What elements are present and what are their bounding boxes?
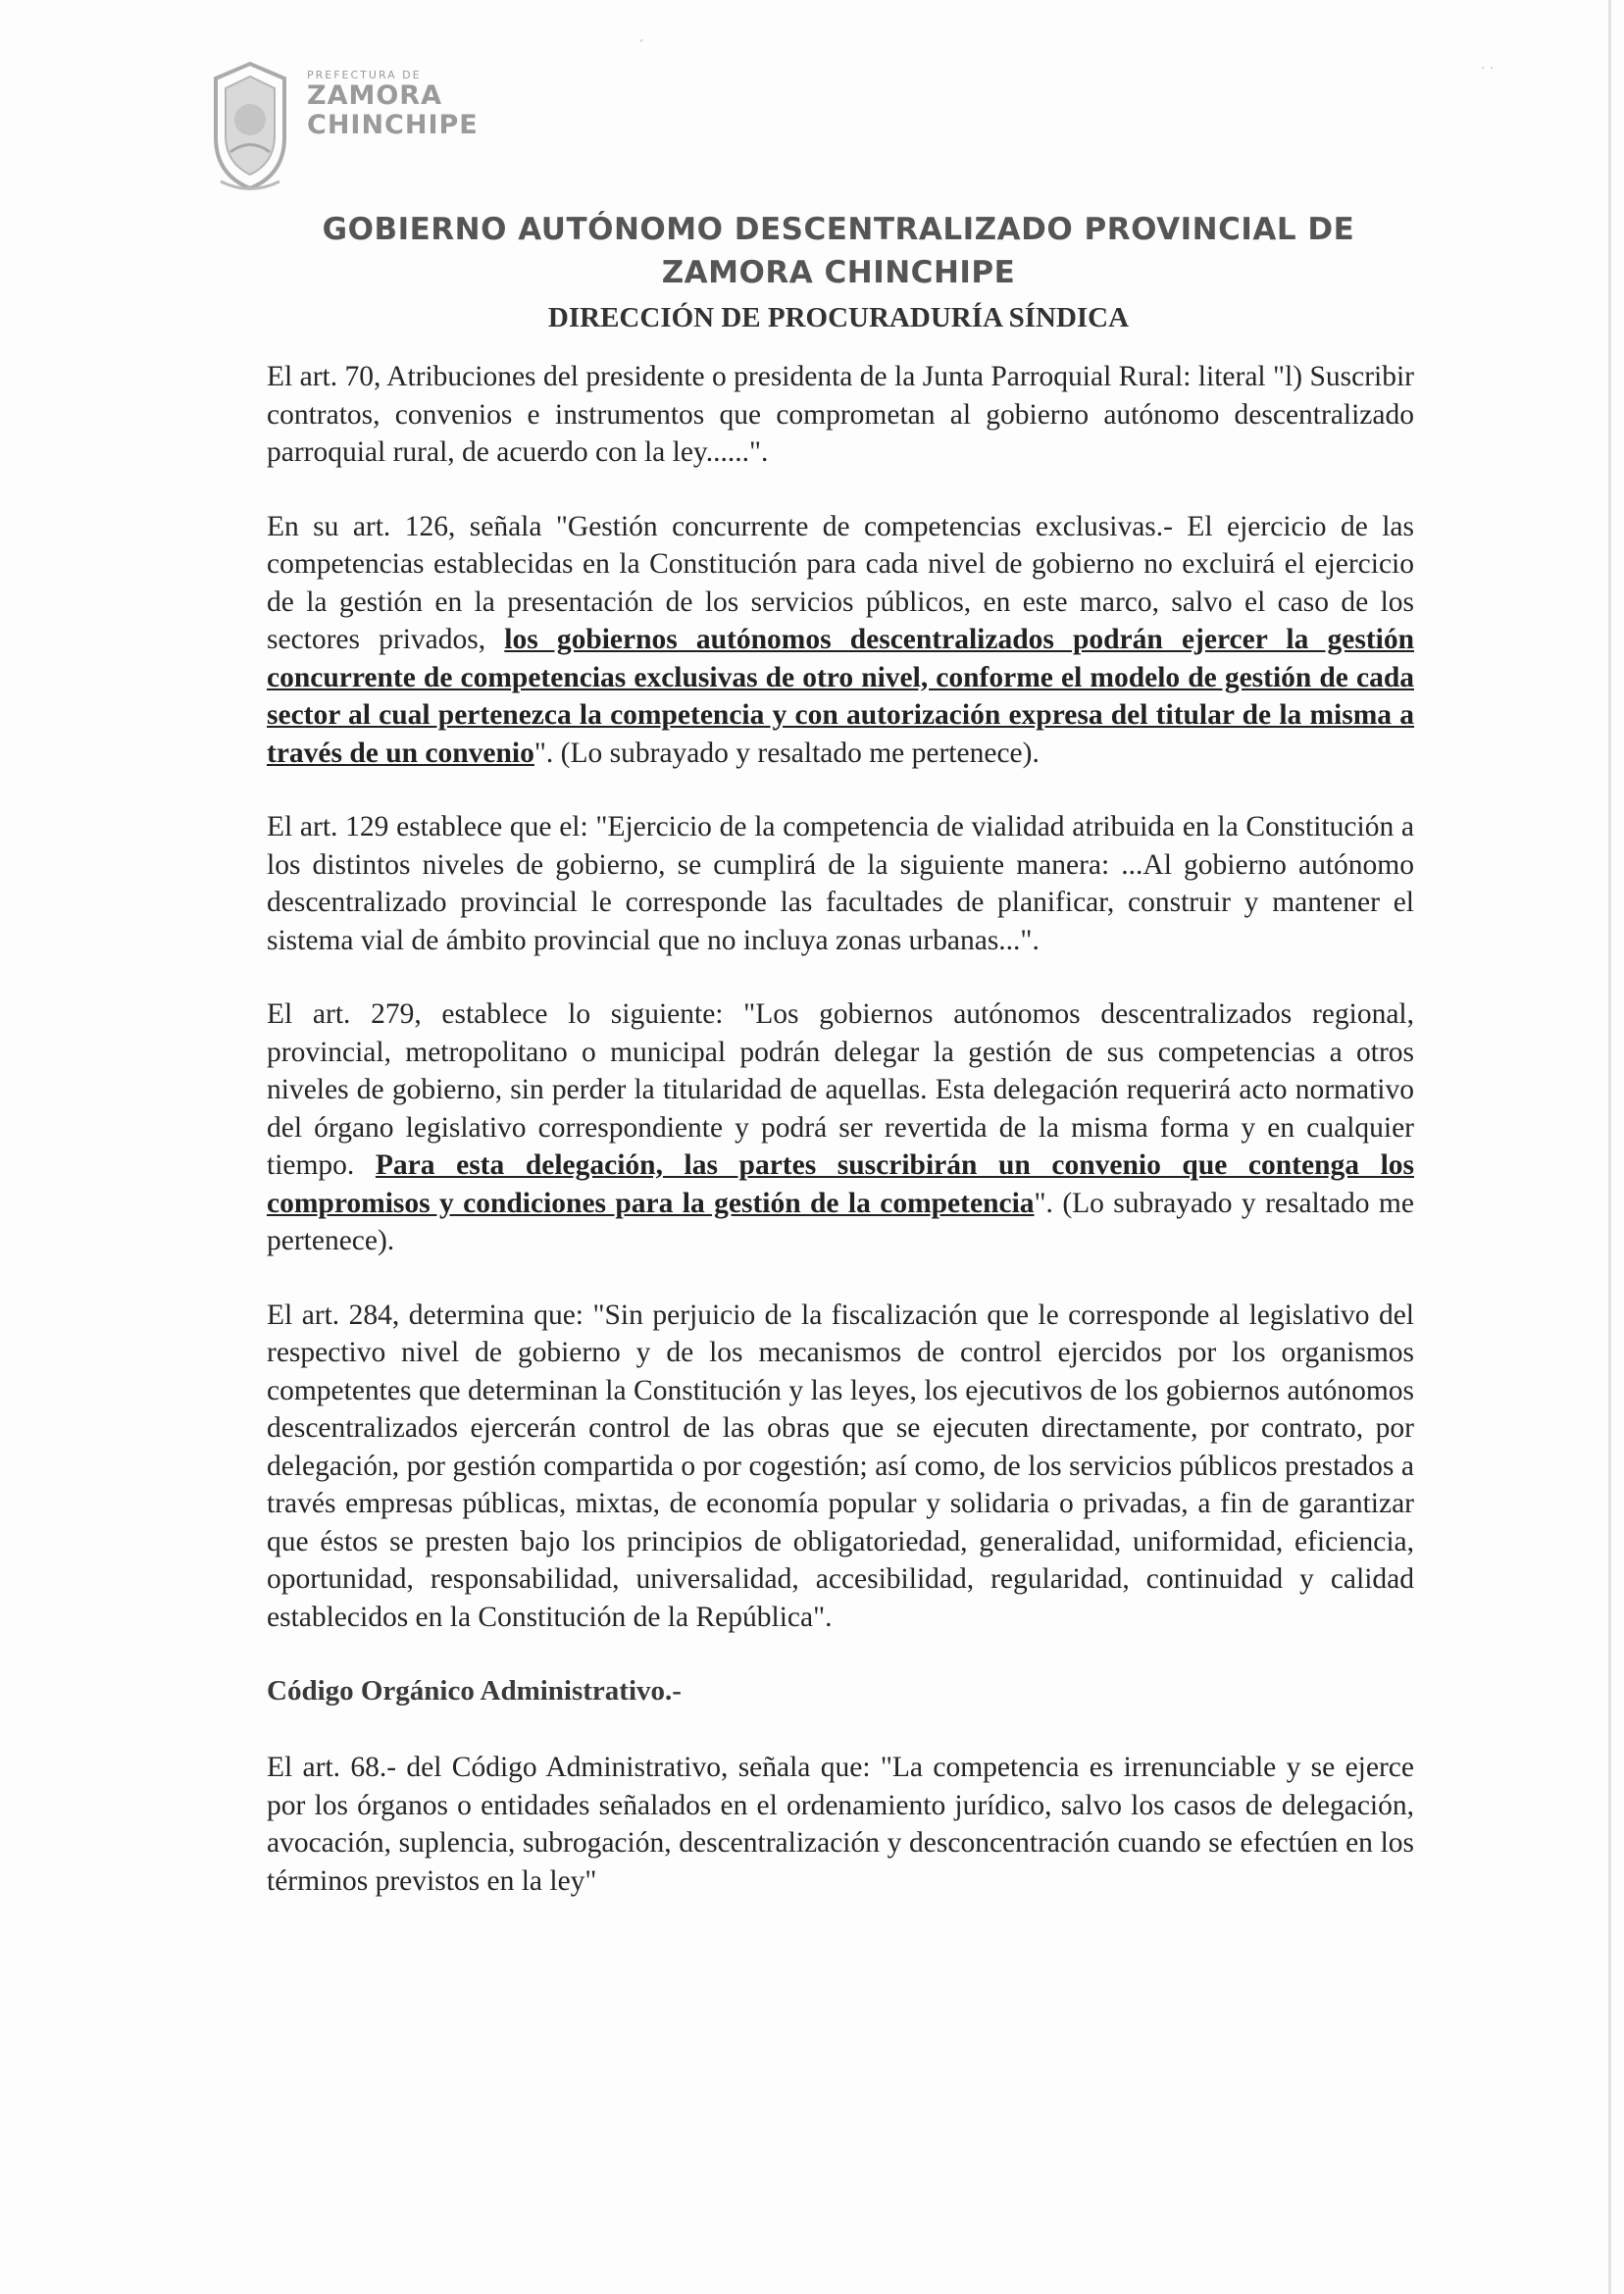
logo-line-2: CHINCHIPE [307, 110, 479, 140]
prefecture-logo [201, 59, 485, 196]
paragraph-text: En su art. 126, señala "Gestión concurrente de competencias exclusivas.- El ejercicio de las competencias establecidas en la Constitución para cada nivel de gobierno no excluirá el ejercicio de la gestión en la presentación de los servicios públicos, en este marco, salvo el caso de los sectores privados, [267, 510, 1414, 655]
scan-speck: · · [1481, 61, 1495, 76]
logo-wordmark [307, 69, 479, 140]
document-body [267, 358, 1414, 1936]
header-department: DIRECCIÓN DE PROCURADURÍA SÍNDICA [547, 302, 1130, 333]
section-title: Código Orgánico Administrativo.- [267, 1675, 682, 1707]
highlighted-text: los gobiernos autónomos descentralizados podrán ejercer la gestión concurrente de competencias exclusivas de otro nivel, conforme el modelo de gestión de cada sector al cual pertenezca la competencia y con autorización expresa del titular de la misma a través de un convenio [267, 624, 1414, 769]
paragraph-art-70: El art. 70, Atribuciones del presidente o presidenta de la Junta Parroquial Rural: literal "l) Suscribir contratos, convenios e instrumentos que comprometan al gobierno autónomo descentralizado parroquial rural, de acuerdo con la ley......". [267, 361, 1414, 468]
logo-prefix: PREFECTURA DE [307, 69, 422, 81]
highlighted-text: Para esta delegación, las partes suscribirán un convenio que contenga los compromisos y condiciones para la gestión de la competencia [267, 1149, 1415, 1219]
paragraph-art-126 [267, 508, 1414, 773]
header-title-line-2: ZAMORA CHINCHIPE [661, 255, 1016, 290]
scan-speck: ˊ [637, 39, 644, 55]
logo-line-1: ZAMORA [307, 80, 442, 111]
document-header [245, 208, 1432, 339]
paragraph-text: El art. 279, establece lo siguiente: "Los gobiernos autónomos descentralizados regional, provincial, metropolitano o municipal podrán delegar la gestión de sus competencias a otros niveles de gobierno, sin perder la titularidad de aquellas. Esta delegación requerirá acto normativo del órgano legislativo correspondiente y podrá ser revertida de la misma forma y en cualquier tiempo. [267, 998, 1414, 1181]
paragraph-art-68: El art. 68.- del Código Administrativo, señala que: "La competencia es irrenunciable y se ejerce por los órganos o entidades señalados en el ordenamiento jurídico, salvo los casos de delegación, avocación, suplencia, subrogación, descentralización y desconcentración cuando se efectúen en los términos previstos en la ley" [267, 1752, 1414, 1897]
paragraph-text: ". (Lo subrayado y resaltado me pertenece). [267, 1187, 1414, 1256]
scan-edge [1608, 0, 1611, 2294]
paragraph-art-129: El art. 129 establece que el: "Ejercicio de la competencia de vialidad atribuida en la Constitución a los distintos niveles de gobierno, se cumplirá de la siguiente manera: ...Al gobierno autónomo descentralizado provincial le corresponde las facultades de planificar, construir y mantener el sistema vial de ámbito provincial que no incluya zonas urbanas...". [267, 811, 1414, 956]
header-title-line-1: GOBIERNO AUTÓNOMO DESCENTRALIZADO PROVINCIAL DE [322, 212, 1355, 247]
paragraph-art-279 [267, 995, 1414, 1260]
crest-icon [201, 59, 299, 196]
paragraph-art-284: El art. 284, determina que: "Sin perjuicio de la fiscalización que le corresponde al legislativo del respectivo nivel de gobierno y de los mecanismos de control ejercidos por los organismos competentes que determinan la Constitución y las leyes, los ejecutivos de los gobiernos autónomos descentralizados ejercerán control de las obras que se ejecuten directamente, por contrato, por delegación, por gestión compartida o por cogestión; así como, de los servicios públicos prestados a través empresas públicas, mixtas, de economía popular y solidaria o privadas, a fin de garantizar que éstos se presten bajo los principios de obligatoriedad, generalidad, uniformidad, eficiencia, oportunidad, responsabilidad, universalidad, accesibilidad, regularidad, continuidad y calidad establecidos en la Constitución de la República". [267, 1299, 1414, 1633]
paragraph-text: ". (Lo subrayado y resaltado me pertenece). [533, 737, 1040, 769]
